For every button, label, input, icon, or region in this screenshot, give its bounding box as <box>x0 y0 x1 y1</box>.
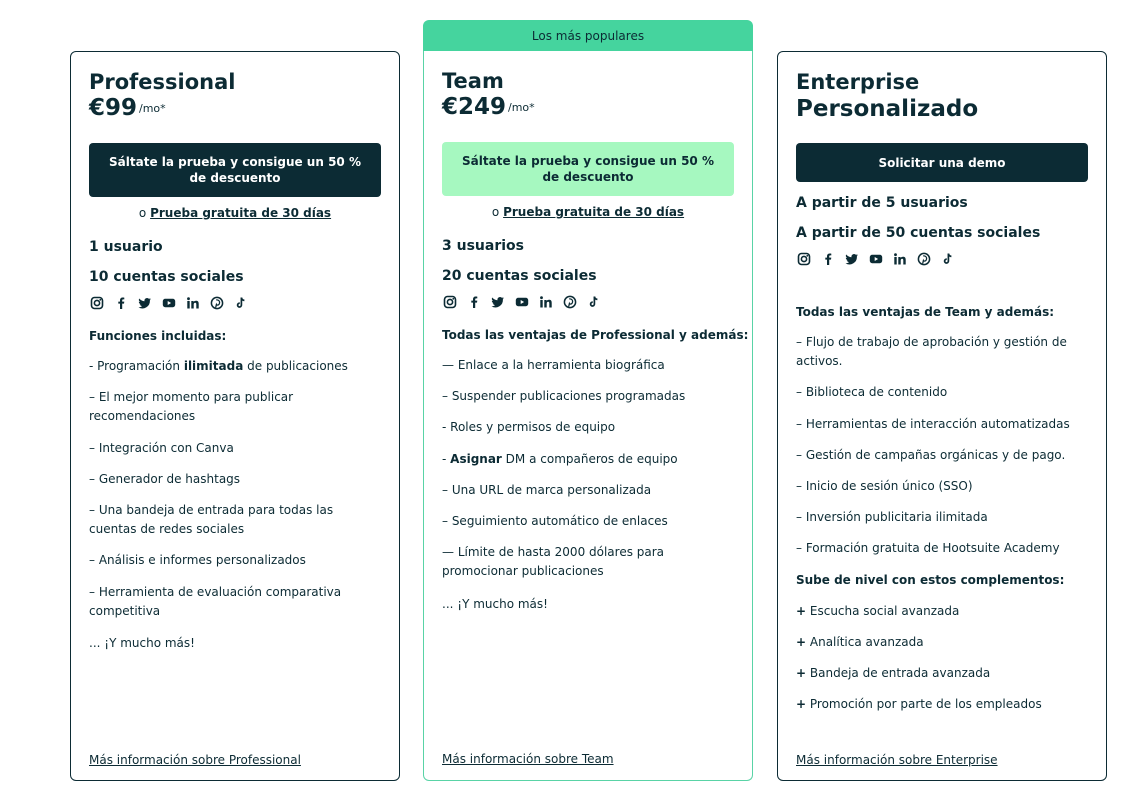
plan-price-custom: Personalizado <box>796 96 979 122</box>
feature-item: — Enlace a la herramienta biográfica <box>442 358 665 372</box>
pinterest-icon <box>916 252 932 266</box>
instagram-icon <box>89 296 105 310</box>
plan-name: Team <box>442 69 504 93</box>
skip-trial-button[interactable]: Sáltate la prueba y consigue un 50 % de descuento <box>442 142 734 196</box>
feature-item: - Asignar DM a compañeros de equipo <box>442 452 678 466</box>
social-icons <box>442 295 610 309</box>
free-trial-link[interactable]: Prueba gratuita de 30 días <box>503 205 685 219</box>
addon-item: + Analítica avanzada <box>796 635 924 649</box>
trial-prefix: o <box>491 205 500 219</box>
feature-item: – Biblioteca de contenido <box>796 385 948 399</box>
plus-icon: + <box>796 666 807 680</box>
youtube-icon <box>161 296 177 310</box>
tiktok-icon <box>586 295 602 309</box>
feature-item: – Herramientas de interacción automatizadas <box>796 417 1070 431</box>
popular-banner: Los más populares <box>423 20 753 52</box>
price-period: /mo* <box>508 101 535 114</box>
feature-item: – Flujo de trabajo de aprobación y gestión de activos. <box>796 335 1067 368</box>
users-count: A partir de 5 usuarios <box>796 195 968 211</box>
more-info-professional-link[interactable]: Más información sobre Professional <box>89 753 301 767</box>
twitter-icon <box>137 296 153 310</box>
feature-item: – Integración con Canva <box>89 441 234 455</box>
more-info-enterprise-link[interactable]: Más información sobre Enterprise <box>796 753 998 767</box>
youtube-icon <box>514 295 530 309</box>
feature-item: — Límite de hasta 2000 dólares para promocionar publicaciones <box>442 545 665 578</box>
feature-item: – Inversión publicitaria ilimitada <box>796 510 988 524</box>
more-info-team-link[interactable]: Más información sobre Team <box>442 752 614 766</box>
instagram-icon <box>442 295 458 309</box>
feature-item: – Herramienta de evaluación comparativa competitiva <box>89 585 342 618</box>
plan-card-enterprise <box>777 51 1107 781</box>
feature-item: – Seguimiento automático de enlaces <box>442 514 668 528</box>
more-text: ... ¡Y mucho más! <box>442 597 548 611</box>
feature-item: – El mejor momento para publicar recomendaciones <box>89 390 294 423</box>
addon-item: + Escucha social avanzada <box>796 604 960 618</box>
users-count: 1 usuario <box>89 239 163 255</box>
plus-icon: + <box>796 604 807 618</box>
social-accounts-count: A partir de 50 cuentas sociales <box>796 225 1041 241</box>
pinterest-icon <box>562 295 578 309</box>
trial-row <box>442 204 734 220</box>
linkedin-icon <box>892 252 908 266</box>
trial-row <box>89 205 381 221</box>
social-accounts-count: 10 cuentas sociales <box>89 269 244 285</box>
plan-card-professional <box>70 51 400 781</box>
youtube-icon <box>868 252 884 266</box>
feature-item: – Generador de hashtags <box>89 472 241 486</box>
free-trial-link[interactable]: Prueba gratuita de 30 días <box>150 206 332 220</box>
more-text: ... ¡Y mucho más! <box>89 636 195 650</box>
twitter-icon <box>490 295 506 309</box>
skip-trial-button[interactable]: Sáltate la prueba y consigue un 50 % de descuento <box>89 143 381 197</box>
price-period: /mo* <box>139 102 166 115</box>
feature-item: – Suspender publicaciones programadas <box>442 389 686 403</box>
feature-item: - Roles y permisos de equipo <box>442 420 616 434</box>
instagram-icon <box>796 252 812 266</box>
linkedin-icon <box>538 295 554 309</box>
plan-price <box>442 93 535 122</box>
features-title: Todas las ventajas de Team y además: <box>796 305 1055 319</box>
features-title: Funciones incluidas: <box>89 329 227 343</box>
feature-item: – Inicio de sesión único (SSO) <box>796 479 973 493</box>
price-amount: €249 <box>442 94 507 120</box>
linkedin-icon <box>185 296 201 310</box>
twitter-icon <box>844 252 860 266</box>
feature-item: – Formación gratuita de Hootsuite Academy <box>796 541 1060 555</box>
price-amount: €99 <box>89 95 138 121</box>
addon-item: + Promoción por parte de los empleados <box>796 697 1042 711</box>
plan-price <box>89 94 166 123</box>
feature-item: – Gestión de campañas orgánicas y de pago. <box>796 448 1066 462</box>
features-title: Todas las ventajas de Professional y además: <box>442 328 749 342</box>
addons-title: Sube de nivel con estos complementos: <box>796 573 1065 587</box>
facebook-icon <box>113 296 129 310</box>
plan-card-team <box>423 51 753 781</box>
users-count: 3 usuarios <box>442 238 524 254</box>
pinterest-icon <box>209 296 225 310</box>
trial-prefix: o <box>138 206 147 220</box>
tiktok-icon <box>940 252 956 266</box>
feature-item: – Análisis e informes personalizados <box>89 553 306 567</box>
social-icons <box>89 296 257 310</box>
tiktok-icon <box>233 296 249 310</box>
facebook-icon <box>820 252 836 266</box>
feature-item: – Una bandeja de entrada para todas las cuentas de redes sociales <box>89 503 334 536</box>
facebook-icon <box>466 295 482 309</box>
plus-icon: + <box>796 635 807 649</box>
plan-name: Professional <box>89 70 236 94</box>
feature-item: – Una URL de marca personalizada <box>442 483 652 497</box>
plan-name: Enterprise <box>796 70 920 94</box>
addon-item: + Bandeja de entrada avanzada <box>796 666 991 680</box>
request-demo-button[interactable]: Solicitar una demo <box>796 143 1088 182</box>
social-icons <box>796 252 964 266</box>
social-accounts-count: 20 cuentas sociales <box>442 268 597 284</box>
feature-item: - Programación ilimitada de publicaciones <box>89 359 348 373</box>
plus-icon: + <box>796 697 807 711</box>
